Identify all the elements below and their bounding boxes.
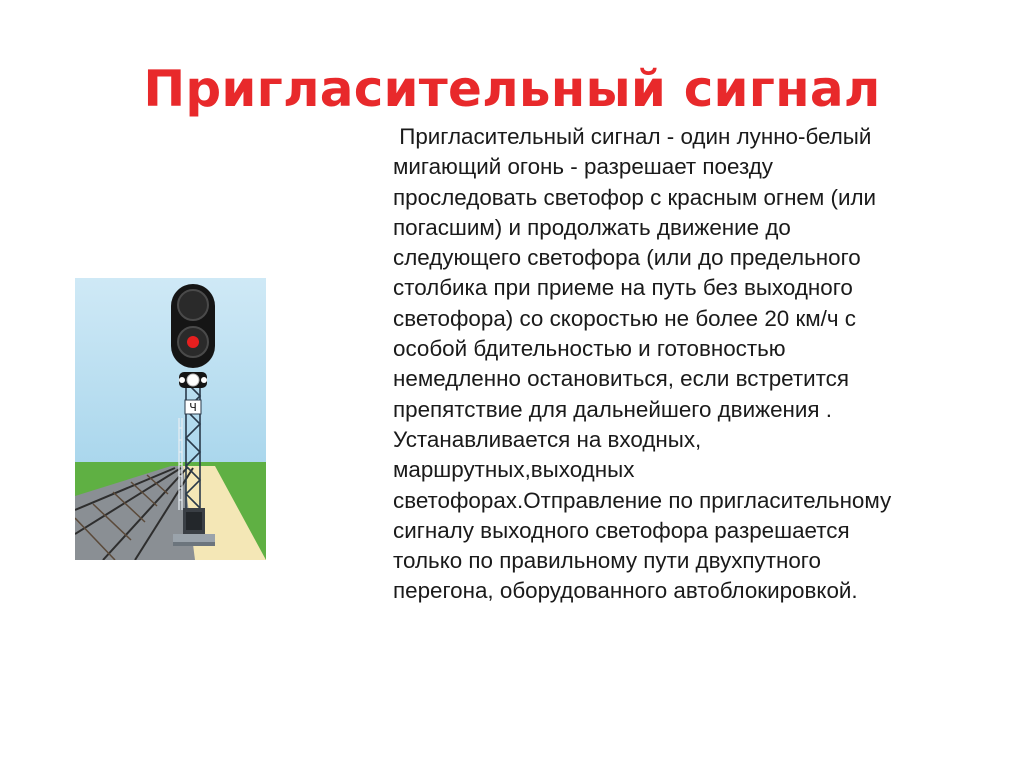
body-line: перегона, оборудованного автоблокировкой.: [393, 578, 858, 604]
body-line: особой бдительностью и готовностью: [393, 336, 786, 362]
upper-unlit-lamp: [178, 290, 208, 320]
slide-title: Пригласительный сигнал: [143, 60, 881, 118]
signal-plate: [185, 400, 201, 414]
body-line: немедленно остановиться, если встретится: [393, 366, 849, 392]
slide-body-text: [393, 122, 993, 607]
body-line: столбика при приеме на путь без выходного: [393, 275, 853, 301]
railway-signal-illustration: [75, 278, 266, 560]
body-line: только по правильному пути двухпутного: [393, 548, 821, 574]
body-line: светофорах.Отправление по пригласительному: [393, 487, 892, 513]
signal-head: [171, 284, 215, 368]
body-line: сигналу выходного светофора разрешается: [393, 517, 850, 543]
body-line: светофора) со скоростью не более 20 км/ч с: [393, 305, 856, 331]
moon-white-light: [187, 374, 199, 386]
sky: [75, 278, 266, 470]
body-line: маршрутных,выходных: [393, 457, 635, 483]
body-line: погасшим) и продолжать движение до: [393, 214, 791, 240]
body-line: проследовать светофор с красным огнем (или: [393, 184, 877, 210]
signal-plate-label: Ч: [189, 401, 197, 414]
body-line: препятствие для дальнейшего движения .: [393, 396, 832, 422]
invitation-light-unit: [179, 372, 207, 388]
body-line: следующего светофора (или до предельного: [393, 245, 861, 271]
body-line: Устанавливается на входных,: [393, 426, 702, 452]
body-line: Пригласительный сигнал - один лунно-белый: [393, 124, 872, 149]
body-line: мигающий огонь - разрешает поезду: [393, 154, 773, 180]
